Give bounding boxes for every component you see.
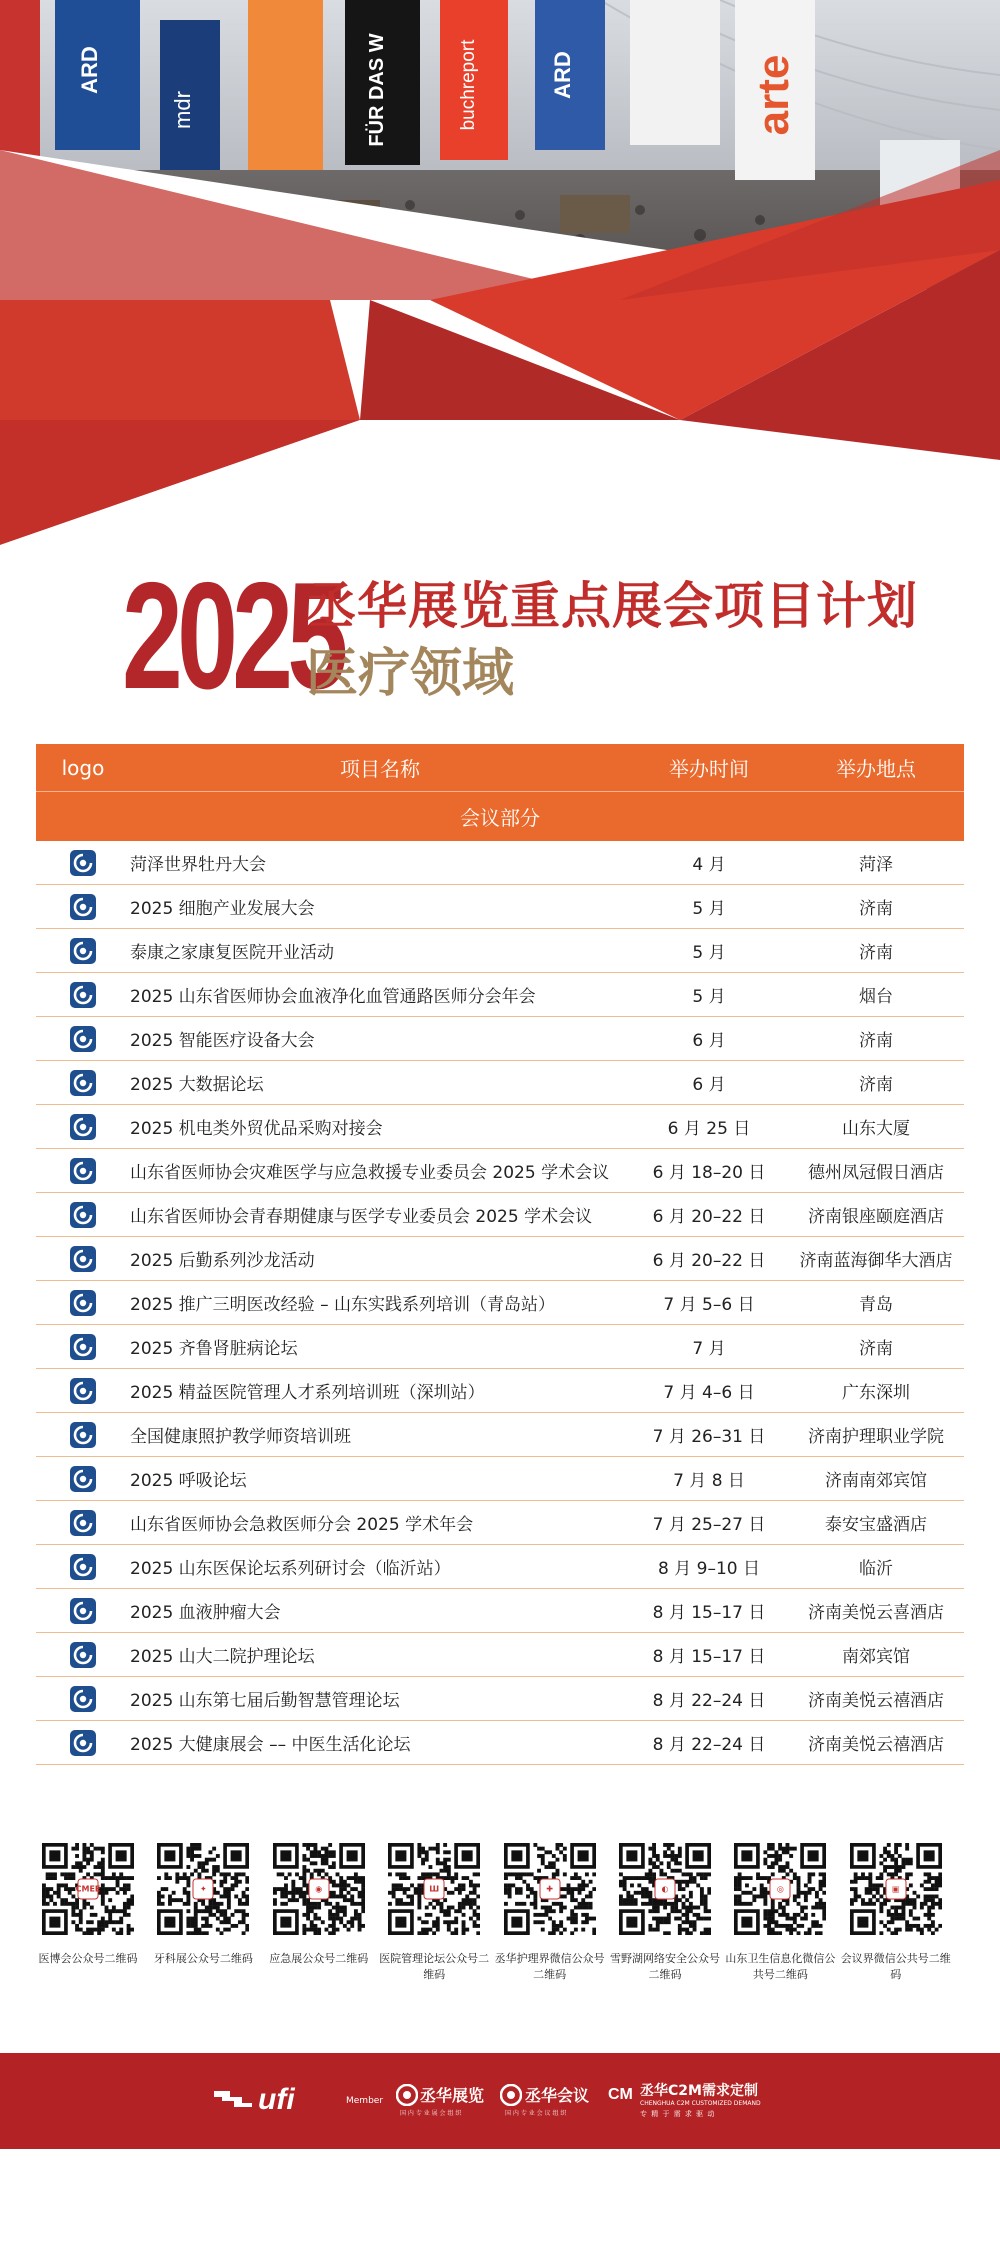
row-place: 济南蓝海御华大酒店: [788, 1237, 964, 1281]
qr-code-item: [28, 1843, 148, 1967]
table-row: [36, 929, 964, 973]
row-time: 8 月 15–17 日: [630, 1589, 788, 1633]
qr-caption: 牙科展公众号二维码: [153, 1952, 253, 1965]
header-time: 举办时间: [630, 744, 788, 792]
qr-code-item: [836, 1843, 956, 1983]
qr-caption: 山东卫生信息化微信公共号二维码: [725, 1952, 836, 1981]
hero-banner: [0, 0, 1000, 545]
row-logo: [36, 1017, 130, 1061]
row-time: 8 月 9–10 日: [630, 1545, 788, 1589]
row-time: 6 月 25 日: [630, 1105, 788, 1149]
row-place: 青岛: [788, 1281, 964, 1325]
row-place: 临沂: [788, 1545, 964, 1589]
table-row: [36, 1633, 964, 1677]
row-place: 济南美悦云禧酒店: [788, 1677, 964, 1721]
table-row: [36, 973, 964, 1017]
qr-caption: 医院管理论坛公众号二维码: [379, 1952, 490, 1981]
header-name: 项目名称: [130, 744, 630, 792]
qr-center-mark: ✚: [546, 1884, 553, 1894]
chenghua-logo-icon: [70, 1334, 96, 1360]
row-place: 济南美悦云禧酒店: [788, 1721, 964, 1765]
chenghua-logo-icon: [70, 1510, 96, 1536]
row-logo: [36, 929, 130, 973]
row-time: 6 月: [630, 1017, 788, 1061]
table-row: [36, 1545, 964, 1589]
qr-code-section: [36, 1843, 964, 2003]
chenghua-logo-icon: [70, 982, 96, 1008]
row-place: 广东深圳: [788, 1369, 964, 1413]
ufi-label: ufi: [258, 2083, 295, 2116]
table-row: [36, 1149, 964, 1193]
row-logo: [36, 1589, 130, 1633]
row-logo: [36, 1633, 130, 1677]
qr-center-mark: Ш: [429, 1884, 440, 1894]
qr-caption: 应急展公众号二维码: [269, 1952, 369, 1965]
row-place: 济南: [788, 1325, 964, 1369]
chenghua-logo-icon: [70, 1070, 96, 1096]
row-logo: [36, 885, 130, 929]
table-row: [36, 1589, 964, 1633]
row-place: 菏泽: [788, 841, 964, 885]
row-logo: [36, 1413, 130, 1457]
chenghua-exhibition-logo-icon: [396, 2084, 418, 2106]
table-row: [36, 1721, 964, 1765]
chenghua-logo-icon: [70, 1202, 96, 1228]
row-time: 7 月 4–6 日: [630, 1369, 788, 1413]
qr-caption: 医博会公众号二维码: [38, 1952, 138, 1965]
ufi-logo-icon: [212, 2087, 256, 2109]
ufi-member-label: Member: [346, 2096, 384, 2106]
chenghua-logo-icon: [70, 1290, 96, 1316]
qr-center-mark: ✦: [200, 1884, 207, 1894]
chenghua-logo-icon: [70, 1466, 96, 1492]
row-time: 6 月 20–22 日: [630, 1193, 788, 1237]
row-project-name: 2025 大健康展会 –– 中医生活化论坛: [130, 1721, 630, 1765]
qr-caption: 雪野湖网络安全公众号二维码: [610, 1952, 720, 1981]
qr-center-mark: ◎: [776, 1884, 784, 1894]
qr-caption: 丞华护理界微信公众号二维码: [494, 1952, 605, 1981]
qr-center-mark: ▣: [892, 1884, 900, 1894]
qr-center-mark: CMEE: [75, 1884, 101, 1894]
chenghua-logo-icon: [70, 1378, 96, 1404]
svg-text:arte: arte: [749, 54, 798, 136]
row-logo: [36, 1721, 130, 1765]
row-place: 济南护理职业学院: [788, 1413, 964, 1457]
row-project-name: 山东省医师协会青春期健康与医学专业委员会 2025 学术会议: [130, 1193, 630, 1237]
row-project-name: 2025 血液肿瘤大会: [130, 1589, 630, 1633]
row-project-name: 2025 山东医保论坛系列研讨会（临沂站）: [130, 1545, 630, 1589]
row-project-name: 山东省医师协会急救医师分会 2025 学术年会: [130, 1501, 630, 1545]
row-logo: [36, 973, 130, 1017]
chenghua-logo-icon: [70, 1246, 96, 1272]
qr-center-mark: ◉: [315, 1884, 323, 1894]
brand-chenghua-meeting: 丞华会议: [525, 2086, 590, 2105]
row-logo: [36, 1281, 130, 1325]
svg-text:ARD: ARD: [550, 51, 575, 99]
row-time: 6 月: [630, 1061, 788, 1105]
chenghua-logo-icon: [70, 1422, 96, 1448]
row-place: 济南南郊宾馆: [788, 1457, 964, 1501]
qr-code-item: [143, 1843, 263, 1967]
chenghua-logo-icon: [70, 850, 96, 876]
table-row: [36, 1369, 964, 1413]
row-time: 4 月: [630, 841, 788, 885]
row-place: 泰安宝盛酒店: [788, 1501, 964, 1545]
header-place: 举办地点: [788, 744, 964, 792]
row-place: 济南美悦云喜酒店: [788, 1589, 964, 1633]
chenghua-meeting-logo-icon: [500, 2084, 522, 2106]
row-logo: [36, 841, 130, 885]
row-project-name: 2025 齐鲁肾脏病论坛: [130, 1325, 630, 1369]
row-project-name: 2025 细胞产业发展大会: [130, 885, 630, 929]
row-time: 5 月: [630, 973, 788, 1017]
table-row: [36, 1237, 964, 1281]
row-logo: [36, 1193, 130, 1237]
chenghua-logo-icon: [70, 938, 96, 964]
row-place: 济南银座颐庭酒店: [788, 1193, 964, 1237]
footer: [0, 2053, 1000, 2149]
table-row: [36, 1413, 964, 1457]
svg-text:CM: CM: [608, 2086, 633, 2103]
row-time: 5 月: [630, 885, 788, 929]
chenghua-logo-icon: [70, 1554, 96, 1580]
row-time: 7 月 8 日: [630, 1457, 788, 1501]
chenghua-logo-icon: [70, 1686, 96, 1712]
qr-center-mark: ◐: [661, 1884, 669, 1894]
title-year: 2025: [122, 551, 343, 721]
svg-text:ARD: ARD: [77, 46, 102, 94]
hero-illustration: [0, 0, 1000, 545]
row-place: 德州凤冠假日酒店: [788, 1149, 964, 1193]
qr-code-item: [605, 1843, 725, 1983]
row-logo: [36, 1325, 130, 1369]
svg-text:buchreport: buchreport: [458, 39, 479, 131]
brand-c2m-tagline: 专 精 于 需 求 驱 动: [640, 2110, 716, 2118]
qr-code-item: [720, 1843, 840, 1983]
row-time: 7 月 26–31 日: [630, 1413, 788, 1457]
row-project-name: 2025 精益医院管理人才系列培训班（深圳站）: [130, 1369, 630, 1413]
chenghua-logo-icon: [70, 1598, 96, 1624]
row-place: 山东大厦: [788, 1105, 964, 1149]
table-header: [36, 744, 964, 792]
svg-text:mdr: mdr: [170, 91, 195, 129]
row-place: 烟台: [788, 973, 964, 1017]
brand-c2m-english: CHENGHUA C2M CUSTOMIZED DEMAND: [640, 2100, 761, 2107]
row-project-name: 2025 大数据论坛: [130, 1061, 630, 1105]
row-project-name: 菏泽世界牡丹大会: [130, 841, 630, 885]
row-time: 8 月 15–17 日: [630, 1633, 788, 1677]
row-logo: [36, 1501, 130, 1545]
brand-chenghua-exhibition-tagline: 国 内 专 业 展 会 组 织: [400, 2110, 462, 2117]
chenghua-logo-icon: [70, 1642, 96, 1668]
row-place: 济南: [788, 885, 964, 929]
row-logo: [36, 1105, 130, 1149]
brand-chenghua-meeting-tagline: 国 内 专 业 会 议 组 织: [505, 2110, 567, 2117]
table-row: [36, 1281, 964, 1325]
c2m-logo-icon: [608, 2082, 638, 2104]
row-place: 南郊宾馆: [788, 1633, 964, 1677]
row-time: 7 月 25–27 日: [630, 1501, 788, 1545]
table-row: [36, 841, 964, 885]
table-row: [36, 1061, 964, 1105]
chenghua-logo-icon: [70, 1730, 96, 1756]
project-table: [36, 744, 964, 1765]
row-project-name: 2025 山东省医师协会血液净化血管通路医师分会年会: [130, 973, 630, 1017]
chenghua-logo-icon: [70, 1026, 96, 1052]
table-row: [36, 1193, 964, 1237]
chenghua-logo-icon: [70, 1158, 96, 1184]
row-logo: [36, 1237, 130, 1281]
row-logo: [36, 1369, 130, 1413]
table-row: [36, 1501, 964, 1545]
page-title: 丞华展览重点展会项目计划: [306, 576, 918, 635]
qr-code-item: [259, 1843, 379, 1967]
table-row: [36, 1457, 964, 1501]
row-project-name: 2025 推广三明医改经验 – 山东实践系列培训（青岛站）: [130, 1281, 630, 1325]
qr-code-item: [374, 1843, 494, 1983]
row-place: 济南: [788, 1061, 964, 1105]
brand-chenghua-exhibition: 丞华展览: [420, 2086, 485, 2105]
table-row: [36, 1325, 964, 1369]
row-project-name: 全国健康照护教学师资培训班: [130, 1413, 630, 1457]
table-row: [36, 1677, 964, 1721]
page-subtitle: 医疗领域: [306, 643, 515, 704]
section-row: [36, 792, 964, 842]
row-project-name: 2025 后勤系列沙龙活动: [130, 1237, 630, 1281]
row-logo: [36, 1457, 130, 1501]
table-row: [36, 885, 964, 929]
svg-text:FÜR DAS W: FÜR DAS W: [366, 33, 388, 147]
chenghua-logo-icon: [70, 1114, 96, 1140]
row-logo: [36, 1061, 130, 1105]
header-logo: logo: [36, 744, 130, 792]
table-row: [36, 1017, 964, 1061]
row-logo: [36, 1149, 130, 1193]
row-project-name: 2025 机电类外贸优品采购对接会: [130, 1105, 630, 1149]
row-place: 济南: [788, 1017, 964, 1061]
row-time: 8 月 22–24 日: [630, 1677, 788, 1721]
qr-caption: 会议界微信公共号二维码: [840, 1952, 951, 1981]
row-time: 8 月 22–24 日: [630, 1721, 788, 1765]
row-time: 7 月: [630, 1325, 788, 1369]
section-title: 会议部分: [36, 792, 964, 842]
row-time: 6 月 20–22 日: [630, 1237, 788, 1281]
row-time: 6 月 18–20 日: [630, 1149, 788, 1193]
row-time: 7 月 5–6 日: [630, 1281, 788, 1325]
chenghua-logo-icon: [70, 894, 96, 920]
row-project-name: 泰康之家康复医院开业活动: [130, 929, 630, 973]
row-logo: [36, 1677, 130, 1721]
row-project-name: 山东省医师协会灾难医学与应急救援专业委员会 2025 学术会议: [130, 1149, 630, 1193]
row-project-name: 2025 山东第七届后勤智慧管理论坛: [130, 1677, 630, 1721]
row-logo: [36, 1545, 130, 1589]
row-time: 5 月: [630, 929, 788, 973]
row-place: 济南: [788, 929, 964, 973]
brand-c2m: 丞华C2M需求定制: [640, 2083, 758, 2099]
row-project-name: 2025 山大二院护理论坛: [130, 1633, 630, 1677]
table-row: [36, 1105, 964, 1149]
qr-code-item: [490, 1843, 610, 1983]
row-project-name: 2025 呼吸论坛: [130, 1457, 630, 1501]
row-project-name: 2025 智能医疗设备大会: [130, 1017, 630, 1061]
